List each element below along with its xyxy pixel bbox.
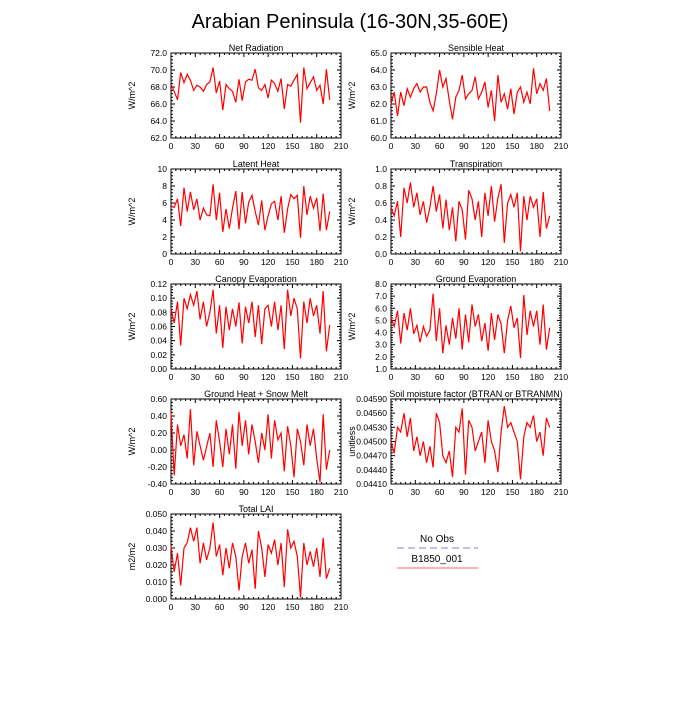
x-tick-label: 120 [481,372,496,382]
panel-soil-moisture-factor-btran-or-btranmn- [347,389,568,497]
panel-title: Ground Heat + Snow Melt [204,389,308,399]
y-tick-label: 0.030 [145,543,167,553]
x-tick-label: 30 [190,372,201,382]
plot-frame [171,53,341,138]
y-tick-label: 0.04530 [356,422,387,433]
panel-latent-heat [127,159,348,267]
panel-title: Net Radiation [228,43,284,53]
y-tick-label: 6 [162,198,167,208]
y-axis-label: W/m^2 [347,312,357,341]
y-tick-label: 62.0 [370,99,387,109]
y-axis-label: W/m^2 [127,312,137,341]
y-tick-label: 64.0 [370,65,387,75]
panel-canopy-evaporation [127,274,348,382]
panel-transpiration [347,159,568,267]
x-tick-label: 150 [505,257,520,267]
x-tick-label: 150 [285,487,300,497]
x-tick-label: 0 [168,372,174,382]
y-tick-label: 0.12 [150,279,167,289]
y-tick-label: 5.0 [375,315,387,326]
x-tick-label: 0 [388,487,394,497]
series-line-b1850_001 [171,184,330,238]
y-tick-label: 0.04500 [356,436,387,447]
x-tick-label: 180 [529,372,544,382]
x-tick-label: 0 [388,257,394,267]
panel-title: Total LAI [238,504,274,514]
x-tick-label: 60 [214,372,225,382]
y-axis-label: W/m^2 [347,81,357,110]
x-tick-label: 210 [553,257,569,267]
x-tick-label: 30 [190,602,201,612]
x-tick-label: 90 [239,487,249,497]
panel-title: Soil moisture factor (BTRAN or BTRANMN) [389,389,563,399]
x-tick-label: 210 [333,487,349,497]
y-tick-label: 0.4 [375,215,387,225]
panel-title: Transpiration [449,159,503,169]
x-tick-label: 30 [190,141,201,151]
y-tick-label: 1.0 [375,364,387,374]
x-tick-label: 30 [190,487,201,497]
legend-label-b1850: B1850_001 [411,554,463,565]
panel-title: Canopy Evaporation [215,274,297,284]
y-tick-label: 7.0 [375,291,387,302]
x-tick-label: 180 [309,257,324,267]
y-tick-label: 0.0 [375,249,387,259]
y-axis-label: W/m^2 [127,81,137,110]
x-tick-label: 150 [285,257,300,267]
y-tick-label: 0.050 [145,509,167,519]
plot-frame [391,169,561,254]
y-tick-label: 0.2 [375,232,387,242]
panel-ground-heat-snow-melt [127,389,348,497]
x-tick-label: 60 [214,602,225,612]
y-tick-label: 6.0 [375,303,387,314]
x-tick-label: 90 [459,141,469,151]
x-tick-label: 120 [481,487,496,497]
x-tick-label: 210 [553,141,569,151]
x-tick-label: 0 [168,257,174,267]
legend-label-no-obs: No Obs [420,534,454,545]
y-tick-label: 2 [162,232,167,242]
x-tick-label: 180 [529,487,544,497]
x-tick-label: 60 [434,257,445,267]
x-tick-label: 120 [261,372,276,382]
x-tick-label: 180 [309,487,324,497]
x-tick-label: 30 [410,487,421,497]
series-line-b1850_001 [171,523,330,598]
x-tick-label: 0 [388,372,394,382]
plot-frame [171,169,341,254]
y-tick-label: 65.0 [370,48,387,58]
x-tick-label: 60 [214,487,225,497]
y-tick-label: 8.0 [375,279,387,289]
x-tick-label: 180 [529,257,544,267]
y-tick-label: 0.00 [150,364,167,374]
y-tick-label: 8 [162,181,167,191]
x-tick-label: 90 [459,487,469,497]
x-tick-label: 120 [481,257,496,267]
y-tick-label: 61.0 [370,116,387,126]
y-tick-label: 3.0 [375,339,387,350]
legend [397,534,478,568]
y-tick-label: 0.04 [150,335,167,346]
panel-sensible-heat [347,43,568,151]
panel-net-radiation [127,43,348,151]
x-tick-label: 30 [410,257,421,267]
y-tick-label: 72.0 [150,48,167,58]
y-tick-label: 2.0 [375,351,387,362]
x-tick-label: 30 [410,141,421,151]
y-tick-label: 0.04590 [356,394,387,404]
y-tick-label: 0.8 [375,181,387,191]
y-tick-label: 0.04410 [356,479,387,489]
x-tick-label: 0 [168,602,174,612]
panel-title: Ground Evaporation [435,274,517,284]
y-tick-label: 0.040 [145,526,167,536]
x-tick-label: 60 [434,487,445,497]
x-tick-label: 150 [505,141,520,151]
x-tick-label: 30 [410,372,421,382]
x-tick-label: 120 [261,602,276,612]
y-tick-label: 0.04470 [356,450,387,461]
x-tick-label: 90 [239,372,249,382]
x-tick-label: 90 [239,257,249,267]
y-tick-label: 4 [162,215,167,225]
x-tick-label: 210 [553,372,569,382]
y-tick-label: 10 [157,164,167,174]
x-tick-label: 90 [239,141,249,151]
y-tick-label: 0.04440 [356,464,387,475]
y-tick-label: 0.40 [150,411,167,421]
x-tick-label: 210 [553,487,569,497]
y-tick-label: 68.0 [150,82,167,92]
y-axis-label: m2/m2 [127,542,137,571]
y-tick-label: -0.40 [147,479,167,489]
x-tick-label: 150 [505,487,520,497]
y-tick-label: 0.010 [145,577,167,587]
series-line-b1850_001 [391,294,550,358]
y-tick-label: 70.0 [150,65,167,75]
series-line-b1850_001 [391,68,550,121]
y-tick-label: 0.00 [150,445,167,455]
y-tick-label: 0.020 [145,560,167,570]
plot-frame [391,53,561,138]
y-tick-label: 0.000 [145,594,167,604]
y-tick-label: 0.08 [150,307,167,318]
x-tick-label: 150 [285,141,300,151]
panel-title: Sensible Heat [447,43,505,53]
y-tick-label: 0.60 [150,394,167,404]
x-tick-label: 210 [333,602,349,612]
x-tick-label: 180 [529,141,544,151]
x-tick-label: 180 [309,372,324,382]
y-tick-label: 4.0 [375,327,387,338]
x-tick-label: 120 [261,257,276,267]
figure-title: Arabian Peninsula (16-30N,35-60E) [191,11,509,33]
x-tick-label: 60 [434,372,445,382]
y-tick-label: 64.0 [150,116,167,126]
panel-total-lai [127,504,348,612]
x-tick-label: 210 [333,372,349,382]
x-tick-label: 0 [388,141,394,151]
x-tick-label: 150 [285,602,300,612]
panel-ground-evaporation [347,274,568,382]
x-tick-label: 0 [168,141,174,151]
y-axis-label: W/m^2 [127,197,137,226]
x-tick-label: 0 [168,487,174,497]
y-axis-label: unitless [347,426,357,457]
y-tick-label: 1.0 [375,164,387,174]
y-tick-label: 60.0 [370,133,387,143]
x-tick-label: 210 [333,257,349,267]
x-tick-label: 120 [261,487,276,497]
y-tick-label: -0.20 [147,462,167,472]
y-tick-label: 0.04560 [356,408,387,419]
x-tick-label: 150 [285,372,300,382]
series-line-b1850_001 [171,68,330,123]
x-tick-label: 90 [239,602,249,612]
x-tick-label: 30 [190,257,201,267]
y-tick-label: 0.6 [375,198,387,208]
y-tick-label: 0.02 [150,349,167,360]
x-tick-label: 150 [505,372,520,382]
y-tick-label: 66.0 [150,99,167,109]
y-tick-label: 63.0 [370,82,387,92]
x-tick-label: 60 [214,141,225,151]
x-tick-label: 180 [309,602,324,612]
x-tick-label: 180 [309,141,324,151]
series-line-b1850_001 [391,406,550,479]
series-line-b1850_001 [391,183,550,252]
x-tick-label: 90 [459,257,469,267]
x-tick-label: 120 [261,141,276,151]
x-tick-label: 90 [459,372,469,382]
y-tick-label: 0.06 [150,321,167,332]
plot-frame [391,399,561,484]
series-line-b1850_001 [171,290,330,359]
series-line-b1850_001 [171,409,330,482]
x-tick-label: 120 [481,141,496,151]
y-axis-label: W/m^2 [127,427,137,456]
y-tick-label: 0 [162,249,167,259]
x-tick-label: 210 [333,141,349,151]
panel-title: Latent Heat [232,159,280,169]
x-tick-label: 60 [214,257,225,267]
y-axis-label: W/m^2 [347,197,357,226]
y-tick-label: 0.20 [150,428,167,438]
x-tick-label: 60 [434,141,445,151]
y-tick-label: 62.0 [150,133,167,143]
y-tick-label: 0.10 [150,293,167,304]
